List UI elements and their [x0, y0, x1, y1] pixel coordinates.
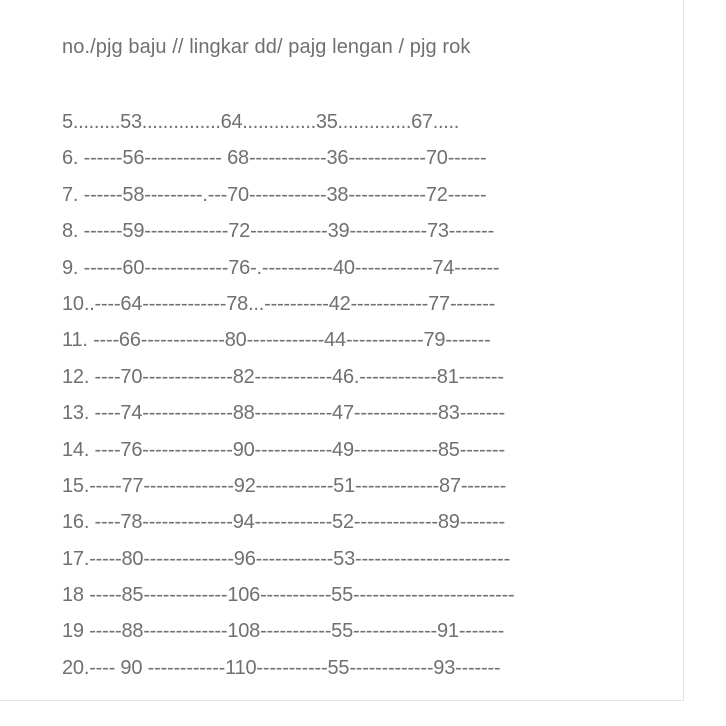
size-chart-list	[62, 108, 515, 690]
size-row: 8. ------59-------------72------------39------------73-------	[62, 220, 495, 243]
size-row: 12. ----70--------------82------------46.------------81-------	[62, 365, 504, 388]
size-row: 7. ------58---------.---70------------38------------72------	[62, 183, 487, 206]
size-row: 9. ------60-------------76-.-----------40------------74-------	[62, 256, 500, 279]
size-row: 16. ----78--------------94------------52-------------89-------	[62, 511, 505, 534]
size-row: 19 -----88-------------108-----------55-------------91-------	[62, 620, 505, 643]
size-row: 15.-----77--------------92------------51-------------87-------	[62, 474, 507, 497]
size-row: 11. ----66-------------80------------44------------79-------	[62, 329, 491, 352]
size-row: 20.---- 90 ------------110-----------55-------------93-------	[62, 656, 501, 679]
size-row: 10..----64-------------78...----------42------------77-------	[62, 292, 496, 315]
size-row: 5.........53...............64..............35..............67.....	[62, 111, 460, 133]
size-chart-header: no./pjg baju // lingkar dd/ pajg lengan / pjg rok	[62, 36, 471, 58]
size-row: 6. ------56------------ 68------------36------------70------	[62, 147, 487, 170]
size-row: 18 -----85-------------106-----------55-------------------------	[62, 584, 515, 607]
size-row: 17.-----80--------------96------------53------------------------	[62, 547, 511, 570]
size-row: 14. ----76--------------90------------49-------------85-------	[62, 438, 505, 461]
size-row: 13. ----74--------------88------------47-------------83-------	[62, 402, 505, 425]
